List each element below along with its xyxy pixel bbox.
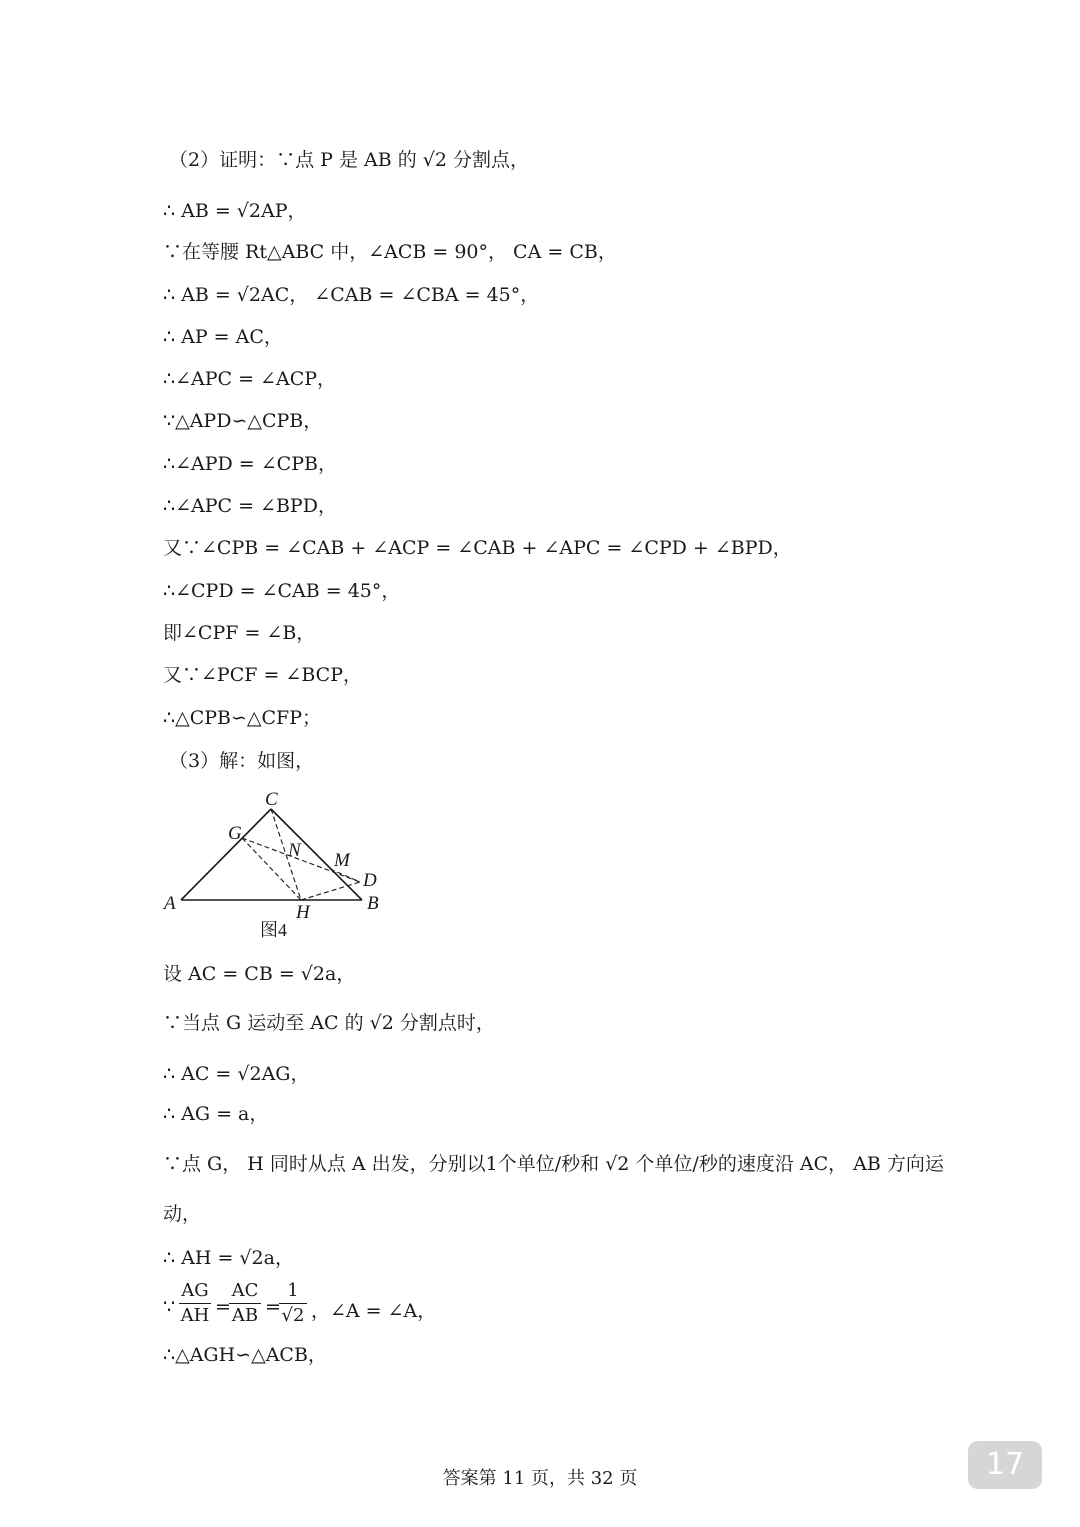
page-footer: 答案第 11 页，共 32 页 bbox=[442, 1468, 638, 1489]
text-line: ∴ AB = √2AC， ∠CAB = ∠CBA = 45°， bbox=[163, 284, 540, 306]
fraction-denominator: √2 bbox=[281, 1305, 305, 1326]
label-a: A bbox=[164, 893, 176, 914]
because-symbol: ∵ bbox=[163, 1296, 176, 1318]
text-line: ∵当点 G 运动至 AC 的 √2 分割点时， bbox=[163, 1012, 495, 1034]
fraction-numerator: 1 bbox=[279, 1280, 307, 1304]
angle-equality: ，∠A = ∠A， bbox=[311, 1300, 437, 1322]
equals-sign: = bbox=[215, 1296, 231, 1318]
text-line: ∴∠CPD = ∠CAB = 45°， bbox=[163, 580, 401, 602]
text-line: 即∠CPF = ∠B， bbox=[163, 622, 316, 644]
text-line: 设 AC = CB = √2a， bbox=[163, 963, 356, 985]
text-line: ∴∠APC = ∠ACP， bbox=[163, 368, 337, 390]
text-line: ∴△AGH∽△ACB， bbox=[163, 1344, 327, 1366]
text-line: ∴ AH = √2a， bbox=[163, 1247, 294, 1269]
text-line: 又∵∠PCF = ∠BCP， bbox=[163, 664, 362, 686]
text-line: ∴ AB = √2AP， bbox=[163, 200, 307, 222]
fraction-one-sqrt2 bbox=[279, 1280, 307, 1328]
text-line: ∴∠APD = ∠CPB， bbox=[163, 453, 337, 475]
fraction-ac-ab bbox=[229, 1280, 261, 1328]
text-line: 又∵∠CPB = ∠CAB + ∠ACP = ∠CAB + ∠APC = ∠CPD + ∠BPD， bbox=[163, 537, 792, 559]
equals-sign: = bbox=[265, 1296, 281, 1318]
text-line: ∴ AG = a， bbox=[163, 1103, 269, 1125]
fraction-denominator: AB bbox=[231, 1305, 259, 1326]
fraction-numerator: AC bbox=[229, 1280, 261, 1304]
label-b: B bbox=[367, 893, 379, 914]
text-line: ∴ AC = √2AG， bbox=[163, 1063, 310, 1085]
segment-hd bbox=[301, 882, 360, 900]
text-line: 动， bbox=[163, 1203, 202, 1225]
text-line: ∵在等腰 Rt△ABC 中，∠ACB = 90°， CA = CB， bbox=[163, 241, 617, 263]
text-line: ∴∠APC = ∠BPD， bbox=[163, 495, 337, 517]
figure-caption: 图4 bbox=[260, 920, 287, 940]
label-h: H bbox=[296, 902, 310, 923]
label-c: C bbox=[265, 789, 278, 810]
geometry-figure bbox=[160, 785, 400, 945]
label-n: N bbox=[288, 840, 301, 861]
page-number-badge: 17 bbox=[968, 1441, 1042, 1489]
label-m: M bbox=[334, 850, 350, 871]
text-line: （2）证明：∵点 P 是 AB 的 √2 分割点， bbox=[169, 149, 529, 171]
text-line: ∴△CPB∽△CFP； bbox=[163, 707, 322, 729]
fraction-ag-ah bbox=[179, 1280, 211, 1328]
fraction-numerator: AG bbox=[179, 1280, 211, 1304]
text-line: ∵△APD∽△CPB， bbox=[163, 410, 323, 432]
fraction-denominator: AH bbox=[180, 1305, 210, 1326]
label-g: G bbox=[228, 823, 242, 844]
label-d: D bbox=[363, 870, 377, 891]
segment-ac bbox=[181, 809, 271, 900]
text-line: ∵点 G， H 同时从点 A 出发，分别以1个单位/秒和 √2 个单位/秒的速度沿 AC， AB 方向运 bbox=[163, 1153, 944, 1175]
text-line: （3）解：如图， bbox=[169, 750, 315, 772]
text-line: ∴ AP = AC， bbox=[163, 326, 283, 348]
